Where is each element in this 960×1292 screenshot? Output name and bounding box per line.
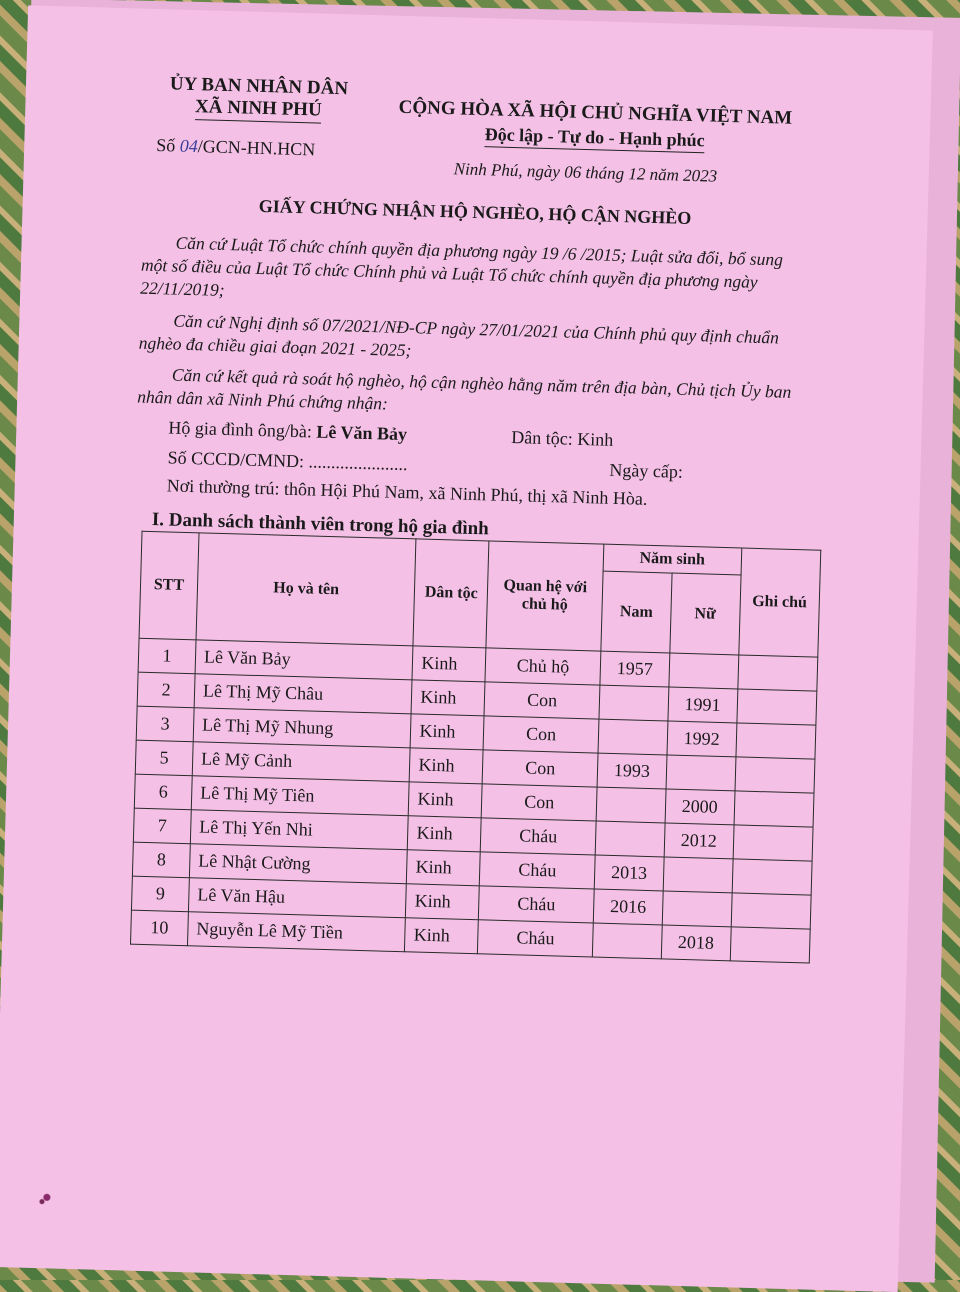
header-note: Ghi chú bbox=[738, 548, 820, 657]
permanent-address bbox=[167, 475, 648, 509]
cell-note bbox=[734, 791, 814, 827]
ethnicity-label: Dân tộc: bbox=[511, 427, 578, 449]
cell-note bbox=[732, 859, 812, 895]
cell-stt: 8 bbox=[132, 842, 190, 878]
cell-name: Lê Thị Mỹ Châu bbox=[194, 674, 412, 714]
document-number bbox=[156, 135, 316, 160]
cell-stt: 7 bbox=[133, 808, 191, 844]
id-value: ...................... bbox=[308, 451, 408, 475]
national-header bbox=[394, 96, 795, 156]
cell-female: 2000 bbox=[665, 789, 735, 825]
address-label: Nơi thường trú: bbox=[166, 475, 285, 499]
cell-note bbox=[730, 927, 810, 963]
cell-male bbox=[599, 685, 669, 721]
cell-stt: 6 bbox=[134, 774, 192, 810]
doc-number-suffix: /GCN-HN.HCN bbox=[197, 136, 316, 160]
header-male: Nam bbox=[601, 571, 672, 653]
cell-note bbox=[735, 757, 815, 793]
cell-ethnicity: Kinh bbox=[405, 918, 479, 954]
cell-ethnicity: Kinh bbox=[409, 782, 483, 818]
header-female: Nữ bbox=[670, 573, 741, 655]
authority-line-1: ỦY BAN NHÂN DÂN bbox=[169, 73, 349, 100]
doc-number-prefix: Số bbox=[156, 135, 181, 156]
doc-number-handwritten: 04 bbox=[179, 135, 199, 157]
cell-name: Lê Văn Bảy bbox=[195, 640, 413, 680]
legal-basis-3: Căn cứ kết quả rà soát hộ nghèo, hộ cận nghèo hằng năm trên địa bàn, Chủ tịch Ủy ban nhân dân xã Ninh Phú chứng nhận: bbox=[137, 364, 792, 414]
cell-note bbox=[736, 689, 816, 725]
cell-relation: Con bbox=[481, 784, 597, 821]
cell-stt: 3 bbox=[136, 706, 194, 742]
cell-stt: 5 bbox=[135, 740, 193, 776]
issue-date: Ninh Phú, ngày 06 tháng 12 năm 2023 bbox=[453, 159, 718, 186]
cell-male: 1957 bbox=[600, 651, 670, 687]
cell-ethnicity: Kinh bbox=[411, 680, 485, 716]
cell-female bbox=[662, 891, 732, 927]
cell-male bbox=[598, 719, 668, 755]
household-head-label: Hộ gia đình ông/bà: bbox=[168, 417, 317, 442]
cell-note bbox=[735, 723, 815, 759]
header-ethnicity: Dân tộc bbox=[413, 539, 489, 648]
cell-note bbox=[737, 655, 817, 691]
cell-name: Lê Thị Yến Nhi bbox=[190, 810, 408, 850]
cell-female: 1991 bbox=[668, 687, 738, 723]
national-motto: Độc lập - Tự do - Hạnh phúc bbox=[484, 122, 705, 153]
cell-name: Lê Nhật Cường bbox=[189, 844, 407, 884]
cell-relation: Cháu bbox=[481, 818, 597, 855]
members-table bbox=[130, 531, 821, 964]
id-number bbox=[167, 447, 408, 475]
cell-female: 2012 bbox=[664, 823, 734, 859]
cell-male bbox=[595, 821, 665, 857]
cell-name: Lê Thị Mỹ Tiên bbox=[191, 776, 409, 816]
issue-date-label: Ngày cấp: bbox=[609, 459, 684, 482]
document-title: GIẤY CHỨNG NHẬN HỘ NGHÈO, HỘ CẬN NGHÈO bbox=[258, 195, 692, 228]
cell-relation: Cháu bbox=[478, 920, 594, 957]
cell-female bbox=[663, 857, 733, 893]
cell-name: Lê Thị Mỹ Nhung bbox=[193, 708, 411, 748]
id-label: Số CCCD/CMND: bbox=[167, 447, 309, 472]
cell-female: 2018 bbox=[661, 925, 731, 961]
cell-name: Lê Mỹ Cảnh bbox=[192, 742, 410, 782]
cell-ethnicity: Kinh bbox=[407, 850, 481, 886]
cell-male bbox=[596, 787, 666, 823]
ethnicity-value: Kinh bbox=[576, 428, 614, 450]
cell-note bbox=[733, 825, 813, 861]
issuing-authority bbox=[143, 73, 374, 125]
legal-basis-2: Căn cứ Nghị định số 07/2021/NĐ-CP ngày 27/01/2021 của Chính phủ quy định chuẩn nghèo đa chiều giai đoạn 2021 - 2025; bbox=[138, 310, 780, 361]
section-title: I. Danh sách thành viên trong hộ gia đình bbox=[151, 509, 490, 540]
certificate-paper bbox=[0, 5, 933, 1292]
cell-relation: Con bbox=[484, 682, 600, 719]
cell-ethnicity: Kinh bbox=[411, 714, 485, 750]
cell-female bbox=[666, 755, 736, 791]
cell-female: 1992 bbox=[667, 721, 737, 757]
authority-line-2: XÃ NINH PHÚ bbox=[195, 96, 322, 124]
cell-stt: 9 bbox=[131, 876, 189, 912]
cell-name: Lê Văn Hậu bbox=[188, 878, 406, 918]
header-birth-year: Năm sinh bbox=[603, 544, 741, 575]
cell-stt: 2 bbox=[137, 672, 195, 708]
address-value: thôn Hội Phú Nam, xã Ninh Phú, thị xã Ninh Hòa. bbox=[283, 478, 648, 509]
cell-ethnicity: Kinh bbox=[406, 884, 480, 920]
cell-relation: Chủ hộ bbox=[485, 648, 601, 685]
cell-relation: Con bbox=[483, 716, 599, 753]
cell-female bbox=[669, 653, 739, 689]
cell-ethnicity: Kinh bbox=[410, 748, 484, 784]
household-head-name: Lê Văn Bảy bbox=[316, 421, 408, 445]
cell-relation: Con bbox=[482, 750, 598, 787]
cell-stt: 1 bbox=[138, 638, 196, 674]
cell-stt: 10 bbox=[131, 910, 189, 946]
header-name: Họ và tên bbox=[196, 533, 416, 646]
cell-male: 2016 bbox=[593, 889, 663, 925]
legal-basis-1: Căn cứ Luật Tổ chức chính quyền địa phương ngày 19 /6 /2015; Luật sửa đổi, bổ sung một số điều của Luật Tổ chức Chính phủ và Luật Tổ chức chính quyền địa phương ngày 22/11/2019; bbox=[140, 232, 784, 300]
cell-male: 1993 bbox=[597, 753, 667, 789]
cell-name: Nguyễn Lê Mỹ Tiền bbox=[187, 912, 405, 952]
cell-ethnicity: Kinh bbox=[412, 646, 486, 682]
cell-relation: Cháu bbox=[479, 886, 595, 923]
ink-stain bbox=[35, 1186, 60, 1209]
cell-relation: Cháu bbox=[480, 852, 596, 889]
household-head bbox=[168, 417, 407, 445]
country-name: CỘNG HÒA XÃ HỘI CHỦ NGHĨA VIỆT NAM bbox=[398, 96, 793, 129]
header-relation: Quan hệ với chủ hộ bbox=[486, 541, 604, 651]
cell-male bbox=[592, 923, 662, 959]
cell-note bbox=[731, 893, 811, 929]
cell-male: 2013 bbox=[594, 855, 664, 891]
header-stt: STT bbox=[139, 531, 199, 640]
cell-ethnicity: Kinh bbox=[408, 816, 482, 852]
member-rows bbox=[131, 638, 818, 963]
household-ethnicity bbox=[511, 427, 614, 451]
